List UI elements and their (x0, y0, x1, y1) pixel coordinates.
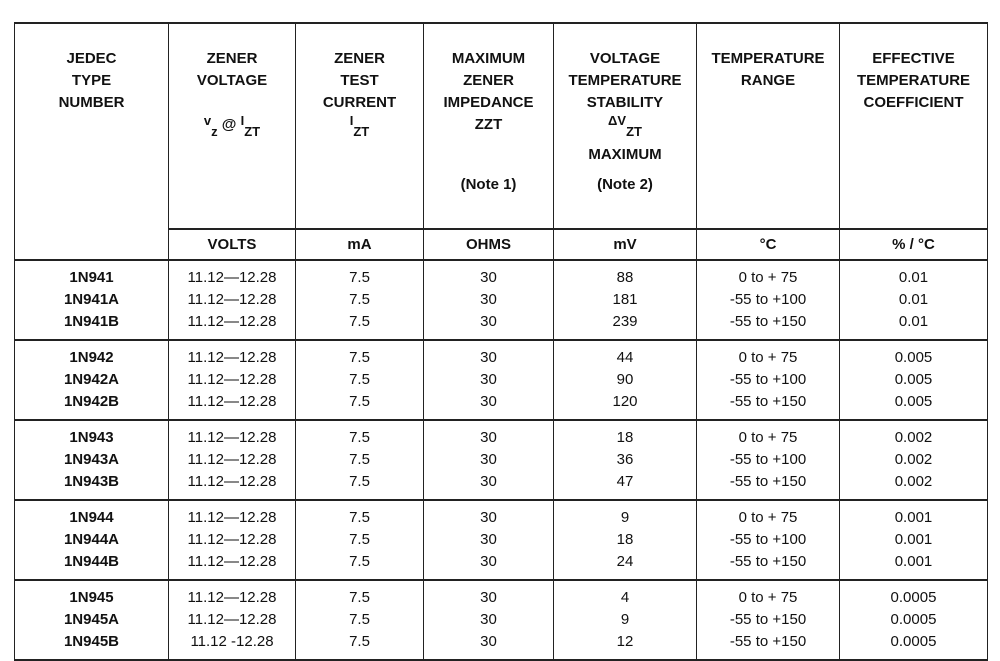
cell-temperature-range: 0 to + 75 (697, 580, 840, 609)
cell-max-impedance: 30 (424, 529, 554, 551)
header-line: TEMPERATURE (856, 72, 971, 89)
cell-temp-coefficient: 0.002 (840, 471, 988, 500)
symbol-part: z (211, 124, 218, 139)
cell-type-number: 1N943 (15, 420, 169, 449)
cell-voltage-stability: 9 (554, 500, 697, 529)
header-test-current (296, 23, 424, 229)
cell-voltage-stability: 18 (554, 420, 697, 449)
table-row (15, 391, 988, 420)
symbol-part: ZT (626, 124, 642, 139)
cell-temp-coefficient: 0.01 (840, 311, 988, 340)
cell-max-impedance: 30 (424, 311, 554, 340)
cell-max-impedance: 30 (424, 631, 554, 660)
header-symbol (169, 114, 295, 144)
header-symbol (296, 114, 423, 144)
cell-type-number: 1N944A (15, 529, 169, 551)
cell-temp-coefficient: 0.0005 (840, 631, 988, 660)
cell-voltage-stability: 120 (554, 391, 697, 420)
cell-temperature-range: -55 to +150 (697, 551, 840, 580)
cell-type-number: 1N942A (15, 369, 169, 391)
cell-temperature-range: -55 to +150 (697, 609, 840, 631)
cell-temperature-range: 0 to + 75 (697, 500, 840, 529)
cell-type-number: 1N942B (15, 391, 169, 420)
cell-voltage-stability: 36 (554, 449, 697, 471)
cell-max-impedance: 30 (424, 369, 554, 391)
cell-voltage-stability: 44 (554, 340, 697, 369)
table-row (15, 340, 988, 369)
table-row (15, 369, 988, 391)
cell-zener-voltage: 11.12—12.28 (169, 420, 296, 449)
cell-zener-voltage: 11.12—12.28 (169, 289, 296, 311)
cell-zener-voltage: 11.12—12.28 (169, 500, 296, 529)
unit-zener-voltage: VOLTS (169, 229, 296, 260)
cell-voltage-stability: 239 (554, 311, 697, 340)
cell-max-impedance: 30 (424, 260, 554, 289)
cell-test-current: 7.5 (296, 551, 424, 580)
symbol-part: ZT (244, 124, 261, 139)
table-row (15, 311, 988, 340)
diode-group (15, 260, 988, 340)
header-line: TEMPERATURE (711, 50, 825, 67)
header-row (15, 23, 988, 229)
symbol-part: I (240, 113, 245, 128)
header-temp-coefficient (840, 23, 988, 229)
cell-zener-voltage: 11.12—12.28 (169, 260, 296, 289)
cell-max-impedance: 30 (424, 609, 554, 631)
symbol-part: v (203, 113, 212, 128)
cell-voltage-stability: 90 (554, 369, 697, 391)
header-line: VOLTAGE (196, 72, 268, 89)
cell-max-impedance: 30 (424, 340, 554, 369)
unit-test-current: mA (296, 229, 424, 260)
cell-voltage-stability: 18 (554, 529, 697, 551)
cell-voltage-stability: 4 (554, 580, 697, 609)
cell-type-number: 1N942 (15, 340, 169, 369)
cell-temp-coefficient: 0.002 (840, 449, 988, 471)
cell-test-current: 7.5 (296, 500, 424, 529)
cell-temperature-range: -55 to +150 (697, 311, 840, 340)
header-line: ZENER (334, 50, 385, 67)
header-line: ZENER (206, 50, 258, 67)
table-row (15, 551, 988, 580)
table-row (15, 500, 988, 529)
cell-voltage-stability: 9 (554, 609, 697, 631)
header-line: TEST (340, 72, 379, 89)
cell-voltage-stability: 24 (554, 551, 697, 580)
cell-max-impedance: 30 (424, 449, 554, 471)
cell-type-number: 1N944B (15, 551, 169, 580)
header-line: CURRENT (322, 94, 397, 111)
cell-max-impedance: 30 (424, 420, 554, 449)
cell-max-impedance: 30 (424, 391, 554, 420)
cell-max-impedance: 30 (424, 289, 554, 311)
table-row (15, 631, 988, 660)
cell-zener-voltage: 11.12—12.28 (169, 311, 296, 340)
cell-test-current: 7.5 (296, 529, 424, 551)
cell-temp-coefficient: 0.005 (840, 340, 988, 369)
diode-group (15, 420, 988, 500)
cell-voltage-stability: 181 (554, 289, 697, 311)
zener-diode-spec-table (14, 22, 988, 661)
unit-voltage-stability: mV (554, 229, 697, 260)
cell-zener-voltage: 11.12—12.28 (169, 471, 296, 500)
header-line: MAXIMUM (451, 50, 526, 67)
cell-zener-voltage: 11.12—12.28 (169, 609, 296, 631)
cell-test-current: 7.5 (296, 420, 424, 449)
cell-max-impedance: 30 (424, 580, 554, 609)
cell-temperature-range: 0 to + 75 (697, 260, 840, 289)
cell-test-current: 7.5 (296, 369, 424, 391)
cell-temperature-range: -55 to +100 (697, 529, 840, 551)
cell-test-current: 7.5 (296, 260, 424, 289)
diode-group (15, 580, 988, 660)
cell-max-impedance: 30 (424, 551, 554, 580)
table-row (15, 420, 988, 449)
cell-type-number: 1N944 (15, 500, 169, 529)
header-note: (Note 1) (460, 176, 517, 193)
cell-test-current: 7.5 (296, 471, 424, 500)
cell-test-current: 7.5 (296, 631, 424, 660)
cell-max-impedance: 30 (424, 471, 554, 500)
cell-temp-coefficient: 0.001 (840, 500, 988, 529)
header-line: VOLTAGE (589, 50, 661, 67)
cell-type-number: 1N943A (15, 449, 169, 471)
header-line: EFFECTIVE (872, 50, 955, 67)
cell-temp-coefficient: 0.001 (840, 551, 988, 580)
cell-temp-coefficient: 0.01 (840, 260, 988, 289)
cell-voltage-stability: 12 (554, 631, 697, 660)
header-line: RANGE (740, 72, 796, 89)
table-row (15, 449, 988, 471)
cell-temperature-range: -55 to +100 (697, 449, 840, 471)
cell-test-current: 7.5 (296, 449, 424, 471)
cell-type-number: 1N941B (15, 311, 169, 340)
table-row (15, 609, 988, 631)
cell-temperature-range: -55 to +100 (697, 289, 840, 311)
cell-temperature-range: 0 to + 75 (697, 340, 840, 369)
symbol-part: I (349, 113, 354, 128)
cell-temperature-range: -55 to +100 (697, 369, 840, 391)
cell-temperature-range: -55 to +150 (697, 471, 840, 500)
cell-temperature-range: -55 to +150 (697, 631, 840, 660)
header-line: ZENER (463, 72, 514, 89)
cell-zener-voltage: 11.12—12.28 (169, 551, 296, 580)
cell-temp-coefficient: 0.005 (840, 391, 988, 420)
table-row (15, 529, 988, 551)
header-symbol (554, 114, 696, 144)
cell-type-number: 1N945 (15, 580, 169, 609)
unit-temperature-range: °C (697, 229, 840, 260)
cell-type-number: 1N943B (15, 471, 169, 500)
cell-test-current: 7.5 (296, 311, 424, 340)
table-row (15, 260, 988, 289)
symbol-part: ZT (353, 124, 370, 139)
header-zener-voltage (169, 23, 296, 229)
cell-test-current: 7.5 (296, 580, 424, 609)
header-line: STABILITY (586, 94, 664, 111)
unit-temp-coefficient: % / °C (840, 229, 988, 260)
cell-zener-voltage: 11.12 -12.28 (169, 631, 296, 660)
symbol-part: ΔV (608, 113, 627, 128)
cell-temperature-range: -55 to +150 (697, 391, 840, 420)
header-line: IMPEDANCE (443, 94, 534, 111)
cell-zener-voltage: 11.12—12.28 (169, 340, 296, 369)
header-voltage-stability (554, 23, 697, 229)
header-temperature-range (697, 23, 840, 229)
header-max-impedance (424, 23, 554, 229)
unit-max-impedance: OHMS (424, 229, 554, 260)
cell-zener-voltage: 11.12—12.28 (169, 580, 296, 609)
cell-temp-coefficient: 0.0005 (840, 580, 988, 609)
cell-test-current: 7.5 (296, 289, 424, 311)
cell-zener-voltage: 11.12—12.28 (169, 369, 296, 391)
header-line: COEFFICIENT (863, 94, 964, 111)
cell-temperature-range: 0 to + 75 (697, 420, 840, 449)
diode-group (15, 340, 988, 420)
cell-zener-voltage: 11.12—12.28 (169, 449, 296, 471)
symbol-part: @ (217, 116, 241, 133)
cell-test-current: 7.5 (296, 609, 424, 631)
header-line: ZZT (474, 116, 503, 133)
header-line: TEMPERATURE (568, 72, 682, 89)
cell-type-number: 1N945A (15, 609, 169, 631)
cell-zener-voltage: 11.12—12.28 (169, 391, 296, 420)
header-line: NUMBER (58, 94, 125, 111)
cell-voltage-stability: 88 (554, 260, 697, 289)
header-note: (Note 2) (597, 176, 653, 193)
table-row (15, 471, 988, 500)
cell-temp-coefficient: 0.0005 (840, 609, 988, 631)
cell-temp-coefficient: 0.01 (840, 289, 988, 311)
cell-temp-coefficient: 0.005 (840, 369, 988, 391)
cell-test-current: 7.5 (296, 391, 424, 420)
header-line: MAXIMUM (588, 146, 662, 163)
diode-group (15, 500, 988, 580)
cell-temp-coefficient: 0.002 (840, 420, 988, 449)
table-row (15, 580, 988, 609)
table-row (15, 289, 988, 311)
cell-max-impedance: 30 (424, 500, 554, 529)
cell-type-number: 1N941A (15, 289, 169, 311)
cell-temp-coefficient: 0.001 (840, 529, 988, 551)
cell-zener-voltage: 11.12—12.28 (169, 529, 296, 551)
cell-type-number: 1N945B (15, 631, 169, 660)
header-line: JEDEC (66, 50, 117, 67)
cell-type-number: 1N941 (15, 260, 169, 289)
header-line: TYPE (71, 72, 112, 89)
header-type-number (15, 23, 169, 260)
cell-voltage-stability: 47 (554, 471, 697, 500)
cell-test-current: 7.5 (296, 340, 424, 369)
